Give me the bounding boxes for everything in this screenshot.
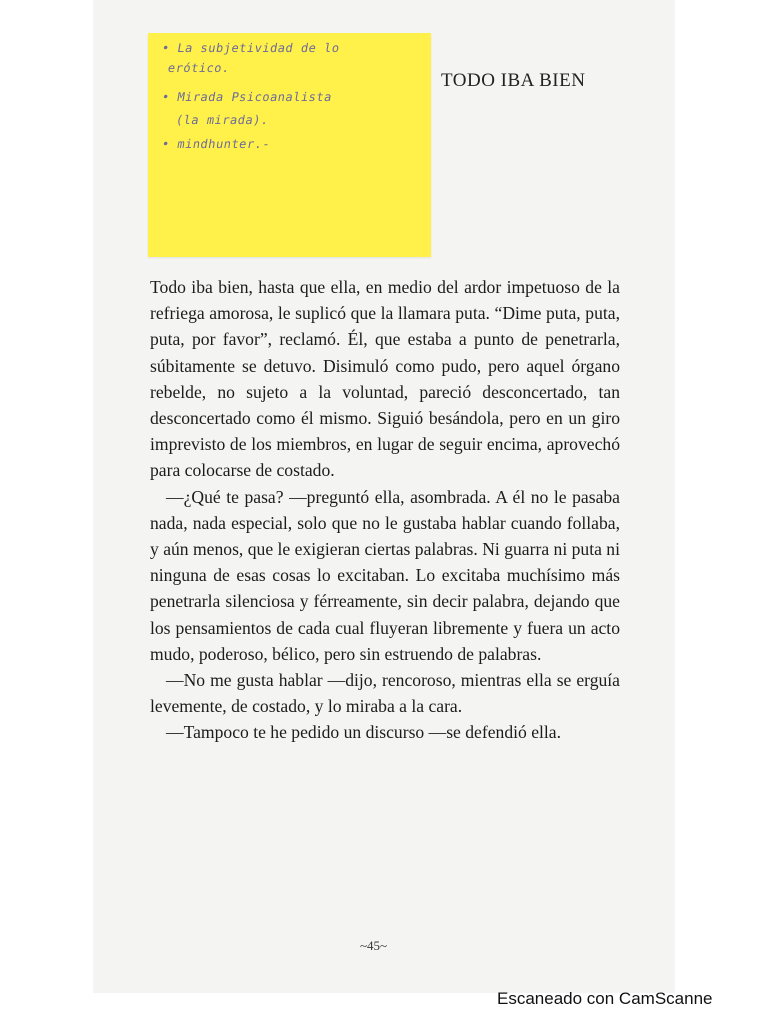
page-number: ~45~ — [360, 938, 388, 953]
paragraph: Todo iba bien, hasta que ella, en medio del ardor impetuoso de la refriega amorosa, le suplicó que la llamara puta. “Dime puta, puta, puta, por favor”, reclamó. Él, que estaba a punto de penetrarla, súbitamente se detuvo. Disimuló como pudo, pero aquel órgano rebelde, no sujeto a la voluntad, pareció desconcertado, tan desconcertado como él mismo. Siguió besándola, pero en un giro imprevisto de los miembros, en lugar de seguir encima, aprovechó para colocarse de costado. — [150, 277, 620, 481]
sticky-note-line: • mindhunter.- — [160, 137, 272, 151]
sticky-note-line: • Mirada Psicoanalista — [160, 90, 334, 104]
sticky-note-line: erótico. — [166, 61, 232, 75]
sticky-note-line: • La subjetividad de lo — [160, 41, 341, 55]
paragraph: —¿Qué te pasa? —preguntó ella, asombrada. A él no le pasaba nada, nada especial, solo que no le gustaba hablar cuando follaba, y aún menos, que le exigieran ciertas palabras. Ni guarra ni puta ni ninguna de esas cosas lo excitaban. Lo excitaba muchísimo más penetrarla silenciosa y férreamente, sin decir palabra, dejando que los pensamientos de cada cual fluyeran libremente y fuera un acto mudo, poderoso, bélico, pero sin estruendo de palabras. — [150, 486, 620, 664]
body-text — [150, 274, 620, 746]
paragraph: —No me gusta hablar —dijo, rencoroso, mientras ella se erguía levemente, de costado, y lo miraba a la cara. — [150, 670, 620, 717]
paragraph: —Tampoco te he pedido un discurso —se defendió ella. — [166, 722, 562, 743]
sticky-note — [148, 33, 431, 257]
sticky-note-line: (la mirada). — [174, 113, 270, 127]
chapter-title: TODO IBA BIEN — [441, 70, 586, 91]
scanner-watermark: Escaneado con CamScanne — [497, 989, 713, 1008]
